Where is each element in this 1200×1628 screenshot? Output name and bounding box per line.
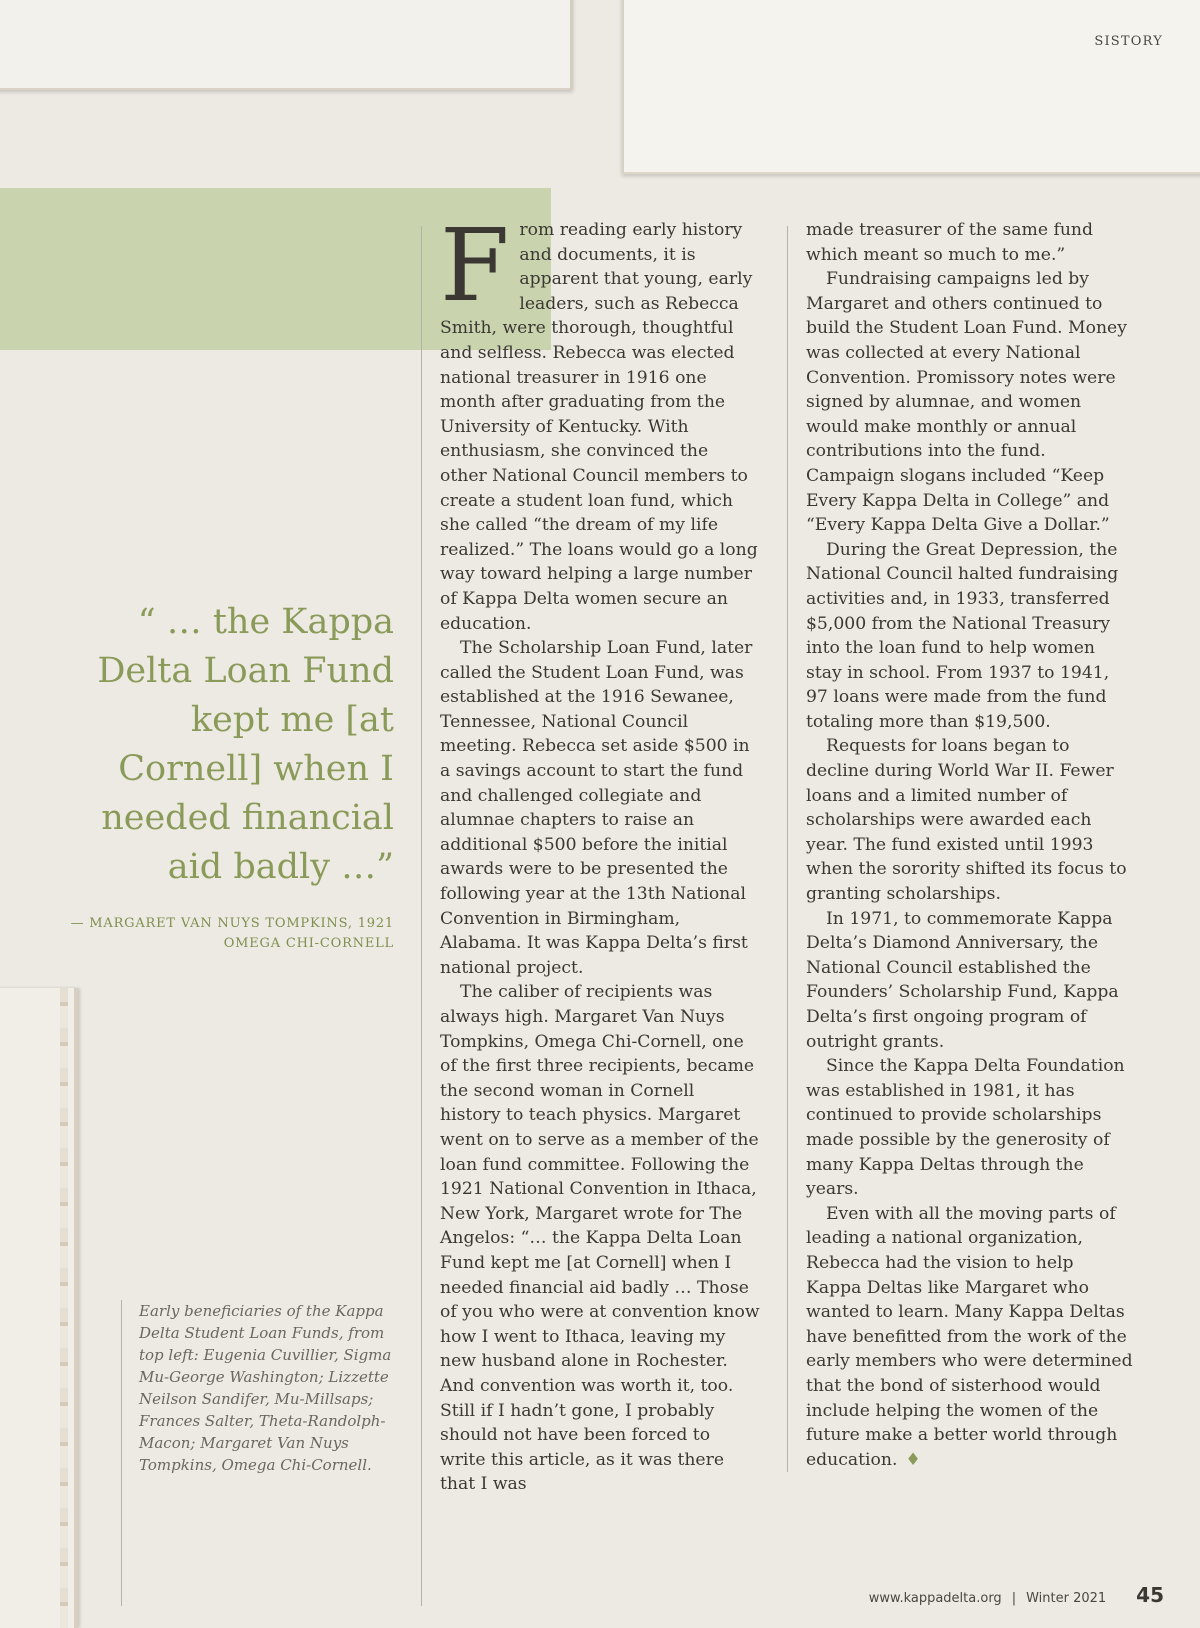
article-paragraph: Fundraising campaigns led by Margaret and others continued to build the Student Loan Fund. Money was collected at every National Convention. Promissory notes were signed by alumnae, and women would make monthly or annual contributions into the fund. Campaign slogans included “Keep Every Kappa Delta in College” and “Every Kappa Delta Give a Dollar.” <box>806 269 1127 536</box>
article-column-2 <box>806 218 1134 1472</box>
photo-caption: Early beneficiaries of the Kappa Delta Student Loan Funds, from top left: Eugenia Cuvillier, Sigma Mu-George Washington; Lizzette Neilson Sandifer, Mu-Millsaps; Frances Salter, Theta-Randolph-Macon; Margaret Van Nuys Tompkins, Omega Chi-Cornell. <box>139 1302 392 1474</box>
page-footer <box>869 1583 1164 1607</box>
decorative-paper-sheet <box>622 0 1200 174</box>
article-paragraph: The Scholarship Loan Fund, later called the Student Loan Fund, was established at the 1916 Sewanee, Tennessee, National Council meeting. Rebecca set aside $500 in a savings account to start the fund and challenged collegiate and alumnae chapters to raise an additional $500 before the initial awards were to be presented the following year at the 13th National Convention in Birmingham, Alabama. It was Kappa Delta’s first national project. <box>440 638 753 978</box>
attribution-chapter: OMEGA CHI-CORNELL <box>223 936 394 951</box>
column-divider <box>421 226 422 1606</box>
section-label: SISTORY <box>1094 34 1163 49</box>
decorative-paper-sheet <box>0 0 573 90</box>
article-paragraph <box>806 1202 1134 1473</box>
article-paragraph: Since the Kappa Delta Foundation was established in 1981, it has continued to provide scholarships made possible by the generosity of many Kappa Deltas through the years. <box>806 1056 1125 1200</box>
article-column-1 <box>440 207 760 1497</box>
article-paragraph: During the Great Depression, the National Council halted fundraising activities and, in 1933, transferred $5,000 from the National Treasury into the loan fund to help women stay in school. From 1937 to 1941, 97 loans were made from the fund totaling more than $19,500. <box>806 539 1119 732</box>
paragraph-text: Even with all the moving parts of leading a national organization, Rebecca had the vision to help Kappa Deltas like Margaret who wanted to learn. Many Kappa Deltas have benefitted from the work of the early members who were determined that the bond of sisterhood would include helping the women of the future make a better world through education. <box>806 1203 1133 1470</box>
end-mark-icon: ♦ <box>905 1449 921 1470</box>
footer-issue: Winter 2021 <box>1026 1591 1107 1606</box>
page-number: 45 <box>1136 1583 1164 1607</box>
column-divider <box>787 226 788 1472</box>
article-paragraph-continued: made treasurer of the same fund which meant so much to me.” <box>806 220 1093 265</box>
caption-divider <box>121 1300 122 1606</box>
drop-cap: F <box>440 207 510 324</box>
pull-quote-text: “ … the Kappa Delta Loan Fund kept me [at Cornell] when I needed financial aid badly …” <box>97 602 394 887</box>
paragraph-text: rom reading early history and documents, it is apparent that young, early leaders, such as Rebecca Smith, were thorough, thoughtful and selfless. Rebecca was elected national treasurer in 1916 one month after graduating from the University of Kentucky. With enthusiasm, she convinced the other National Council members to create a student loan fund, which she called “the dream of my life realized.” The loans would go a long way toward helping a large number of Kappa Delta women secure an education. <box>440 220 758 634</box>
article-paragraph: Requests for loans began to decline during World War II. Fewer loans and a limited number of scholarships were awarded each year. The fund existed until 1993 when the sorority shifted its focus to granting scholarships. <box>806 736 1127 905</box>
attribution-name: — MARGARET VAN NUYS TOMPKINS, 1921 <box>70 916 394 931</box>
article-paragraph: In 1971, to commemorate Kappa Delta’s Diamond Anniversary, the National Council established the Founders’ Scholarship Fund, Kappa Delta’s first ongoing program of outright grants. <box>806 908 1119 1052</box>
article-paragraph <box>440 207 760 636</box>
pull-quote-attribution <box>60 914 394 954</box>
footer-separator: | <box>1011 1591 1017 1606</box>
article-paragraph: The caliber of recipients was always high. Margaret Van Nuys Tompkins, Omega Chi-Cornell, one of the first three recipients, became the second woman in Cornell history to teach physics. Margaret went on to serve as a member of the loan fund committee. Following the 1921 National Convention in Ithaca, New York, Margaret wrote for The Angelos: “… the Kappa Delta Loan Fund kept me [at Cornell] when I needed financial aid badly … Those of you who were at convention know how I went to Ithaca, leaving my new husband alone in Rochester. And convention was worth it, too. Still if I hadn’t gone, I probably should not have been forced to write this article, as it was there that I was <box>440 982 760 1495</box>
decorative-photo-edge <box>0 988 78 1628</box>
footer-url: www.kappadelta.org <box>868 1591 1002 1606</box>
pull-quote <box>60 598 394 954</box>
